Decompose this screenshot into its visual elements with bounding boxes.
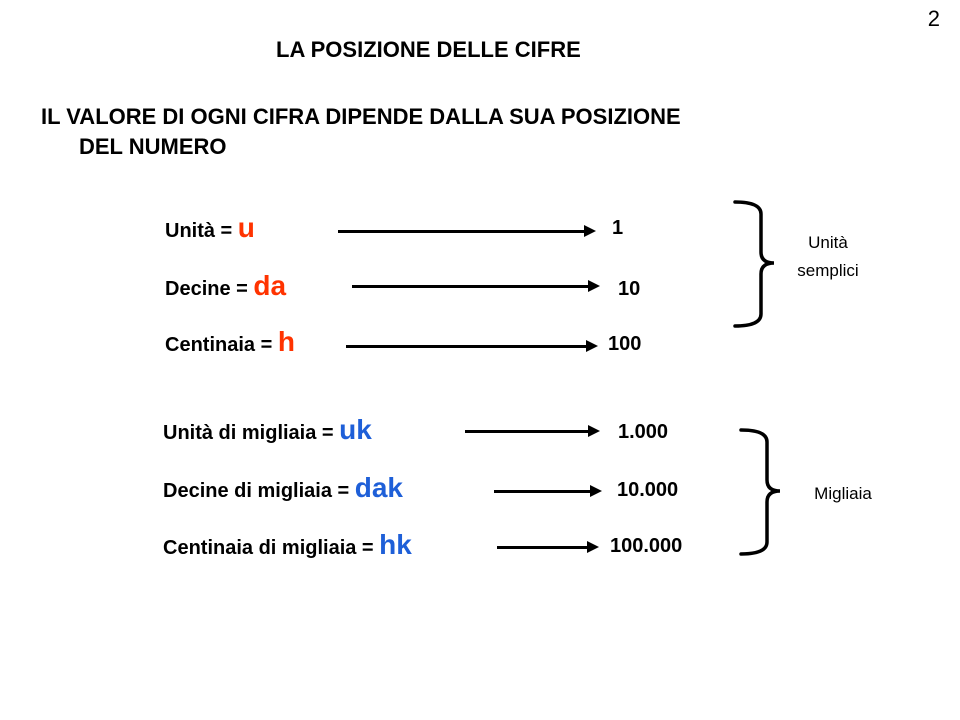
- row-value: 100: [608, 333, 642, 355]
- right-brace-icon: [720, 198, 780, 330]
- row-label: Unità di migliaia =: [163, 422, 340, 444]
- row-unita: [165, 212, 255, 244]
- arrow-icon: [465, 430, 590, 433]
- subtitle-line-2: DEL NUMERO: [79, 134, 227, 159]
- subtitle-line-1: IL VALORE DI OGNI CIFRA DIPENDE DALLA SUA POSIZIONE: [41, 104, 681, 129]
- row-value: 10.000: [617, 479, 679, 501]
- arrow-icon: [497, 546, 589, 549]
- row-label: Decine di migliaia =: [163, 480, 355, 502]
- group-label-line-2: semplici: [797, 261, 859, 280]
- group-label-migliaia: Migliaia: [814, 484, 872, 503]
- slide-subtitle: [41, 102, 681, 162]
- row-value: 1.000: [618, 421, 669, 443]
- row-value: 100.000: [610, 535, 683, 557]
- arrow-icon: [352, 285, 590, 288]
- group-label-unita-semplici: [780, 229, 876, 285]
- row-symbol: h: [277, 326, 295, 357]
- slide-title: LA POSIZIONE DELLE CIFRE: [276, 37, 581, 62]
- row-centinaia: [165, 326, 295, 358]
- arrow-icon: [346, 345, 588, 348]
- row-label: Unità =: [165, 220, 238, 242]
- row-label: Centinaia =: [165, 334, 278, 356]
- page-number: 2: [927, 6, 940, 31]
- row-symbol: hk: [379, 529, 412, 560]
- row-decine: [165, 270, 286, 302]
- row-symbol: da: [253, 270, 287, 301]
- row-centinaia-migliaia: [163, 529, 412, 561]
- group-label-line-1: Unità: [808, 233, 848, 252]
- row-symbol: dak: [354, 472, 403, 503]
- right-brace-icon: [726, 426, 786, 558]
- row-value: 1: [612, 217, 624, 239]
- row-symbol: uk: [339, 414, 372, 445]
- row-unita-migliaia: [163, 414, 372, 446]
- row-label: Centinaia di migliaia =: [163, 537, 380, 559]
- row-label: Decine =: [165, 278, 254, 300]
- row-decine-migliaia: [163, 472, 403, 504]
- arrow-icon: [338, 230, 586, 233]
- arrow-icon: [494, 490, 592, 493]
- row-symbol: u: [237, 212, 255, 243]
- row-value: 10: [618, 278, 641, 300]
